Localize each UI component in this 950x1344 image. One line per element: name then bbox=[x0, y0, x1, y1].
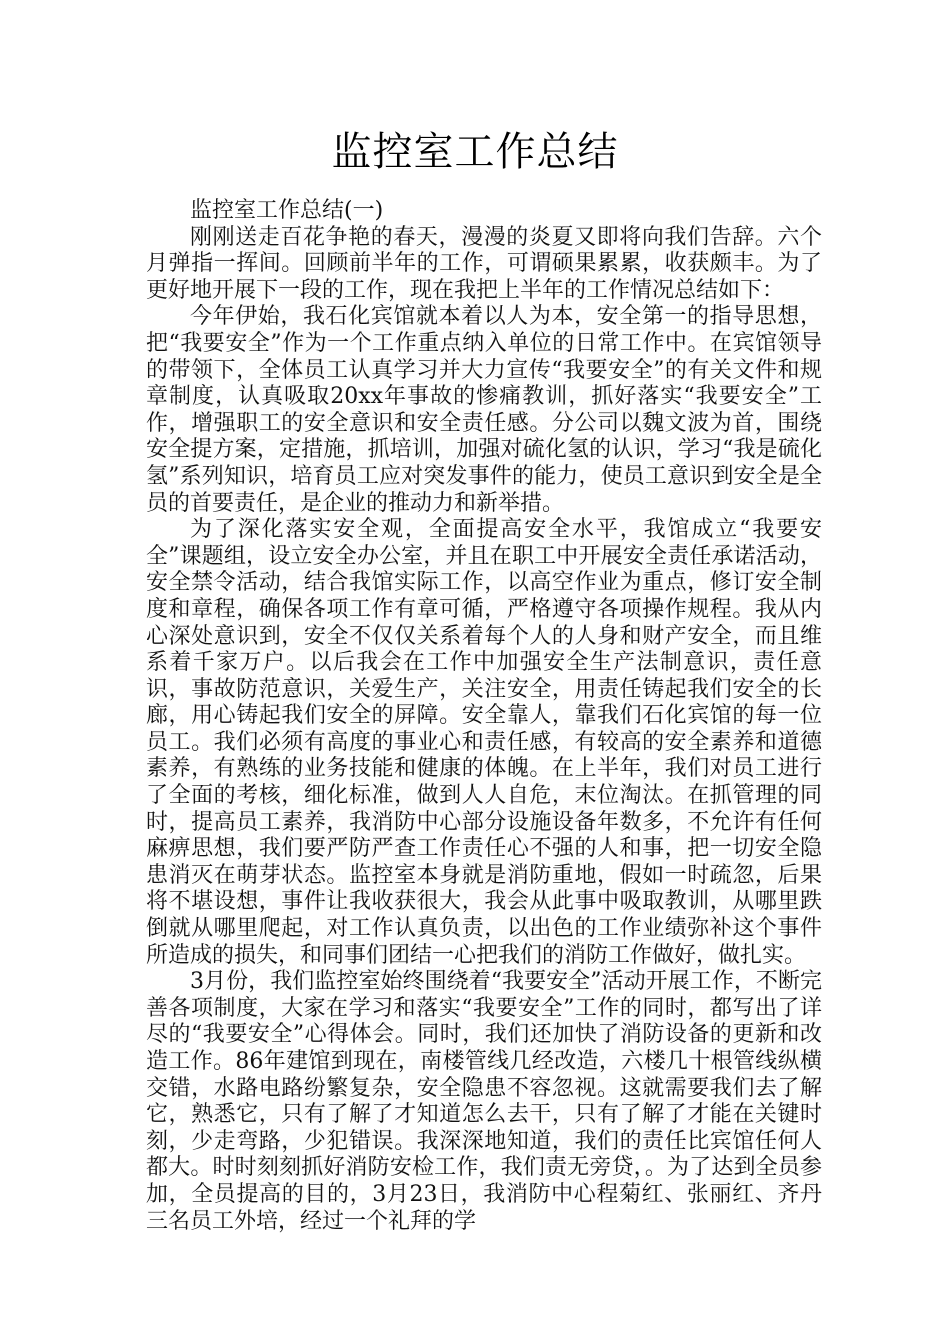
paragraph: 为了深化落实安全观，全面提高安全水平，我馆成立“我要安全”课题组，设立安全办公室，并且在职工中开展安全责任承诺活动，安全禁令活动，结合我馆实际工作，以高空作业为重点，修订安全制度和章程，确保各项工作有章可循，严格遵守各项操作规程。我从内心深处意识到，安全不仅仅关系着每个人的人身和财产安全，而且维系着千家万户。以后我会在工作中加强安全生产法制意识，责任意识，事故防范意识，关爱生产，关注安全，用责任铸起我们安全的长廊，用心铸起我们安全的屏障。安全靠人，靠我们石化宾馆的每一位员工。我们必须有高度的事业心和责任感，有较高的安全素养和道德素养，有熟练的业务技能和健康的体魄。在上半年，我们对员工进行了全面的考核，细化标准，做到人人自危，末位淘汰。在抓管理的同时，提高员工素养，我消防中心部分设施设备年数多，不允许有任何麻痹思想，我们要严防严查工作责任心不强的人和事，把一切安全隐患消灭在萌芽状态。监控室本身就是消防重地，假如一时疏忽，后果将不堪设想，事件让我收获很大，我会从此事中吸取教训，从哪里跌倒就从哪里爬起，对工作认真负责，以出色的工作业绩弥补这个事件所造成的损失，和同事们团结一心把我们的消防工作做好，做扎实。 bbox=[146, 517, 822, 968]
paragraph: 今年伊始，我石化宾馆就本着以人为本，安全第一的指导思想，把“我要安全”作为一个工作重点纳入单位的日常工作中。在宾馆领导的带领下，全体员工认真学习并大力宣传“我要安全”的有关文件和规章制度，认真吸取20xx年事故的惨痛教训，抓好落实“我要安全”工作，增强职工的安全意识和安全责任感。分公司以魏文波为首，围绕安全提方案，定措施，抓培训，加强对硫化氢的认识，学习“我是硫化氢”系列知识，培育员工应对突发事件的能力，使员工意识到安全是全员的首要责任，是企业的推动力和新举措。 bbox=[146, 304, 822, 516]
document-body bbox=[146, 198, 822, 1235]
paragraph: 3月份，我们监控室始终围绕着“我要安全”活动开展工作，不断完善各项制度，大家在学习和落实“我要安全”工作的同时，都写出了详尽的“我要安全”心得体会。同时，我们还加快了消防设备的更新和改造工作。86年建馆到现在，南楼管线几经改造，六楼几十根管线纵横交错，水路电路纷繁复杂，安全隐患不容忽视。这就需要我们去了解它，熟悉它，只有了解了才知道怎么去干，只有了解了才能在关键时刻，少走弯路，少犯错误。我深深地知道，我们的责任比宾馆任何人都大。时时刻刻抓好消防安检工作，我们责无旁贷，。为了达到全员参加，全员提高的目的，3月23日，我消防中心程菊红、张丽红、齐丹三名员工外培，经过一个礼拜的学 bbox=[146, 969, 822, 1234]
document-title: 监控室工作总结 bbox=[331, 129, 619, 175]
paragraph: 刚刚送走百花争艳的春天，漫漫的炎夏又即将向我们告辞。六个月弹指一挥间。回顾前半年的工作，可谓硕果累累，收获颇丰。为了更好地开展下一段的工作，现在我把上半年的工作情况总结如下： bbox=[146, 224, 822, 303]
section-heading: 监控室工作总结(一) bbox=[190, 198, 384, 223]
